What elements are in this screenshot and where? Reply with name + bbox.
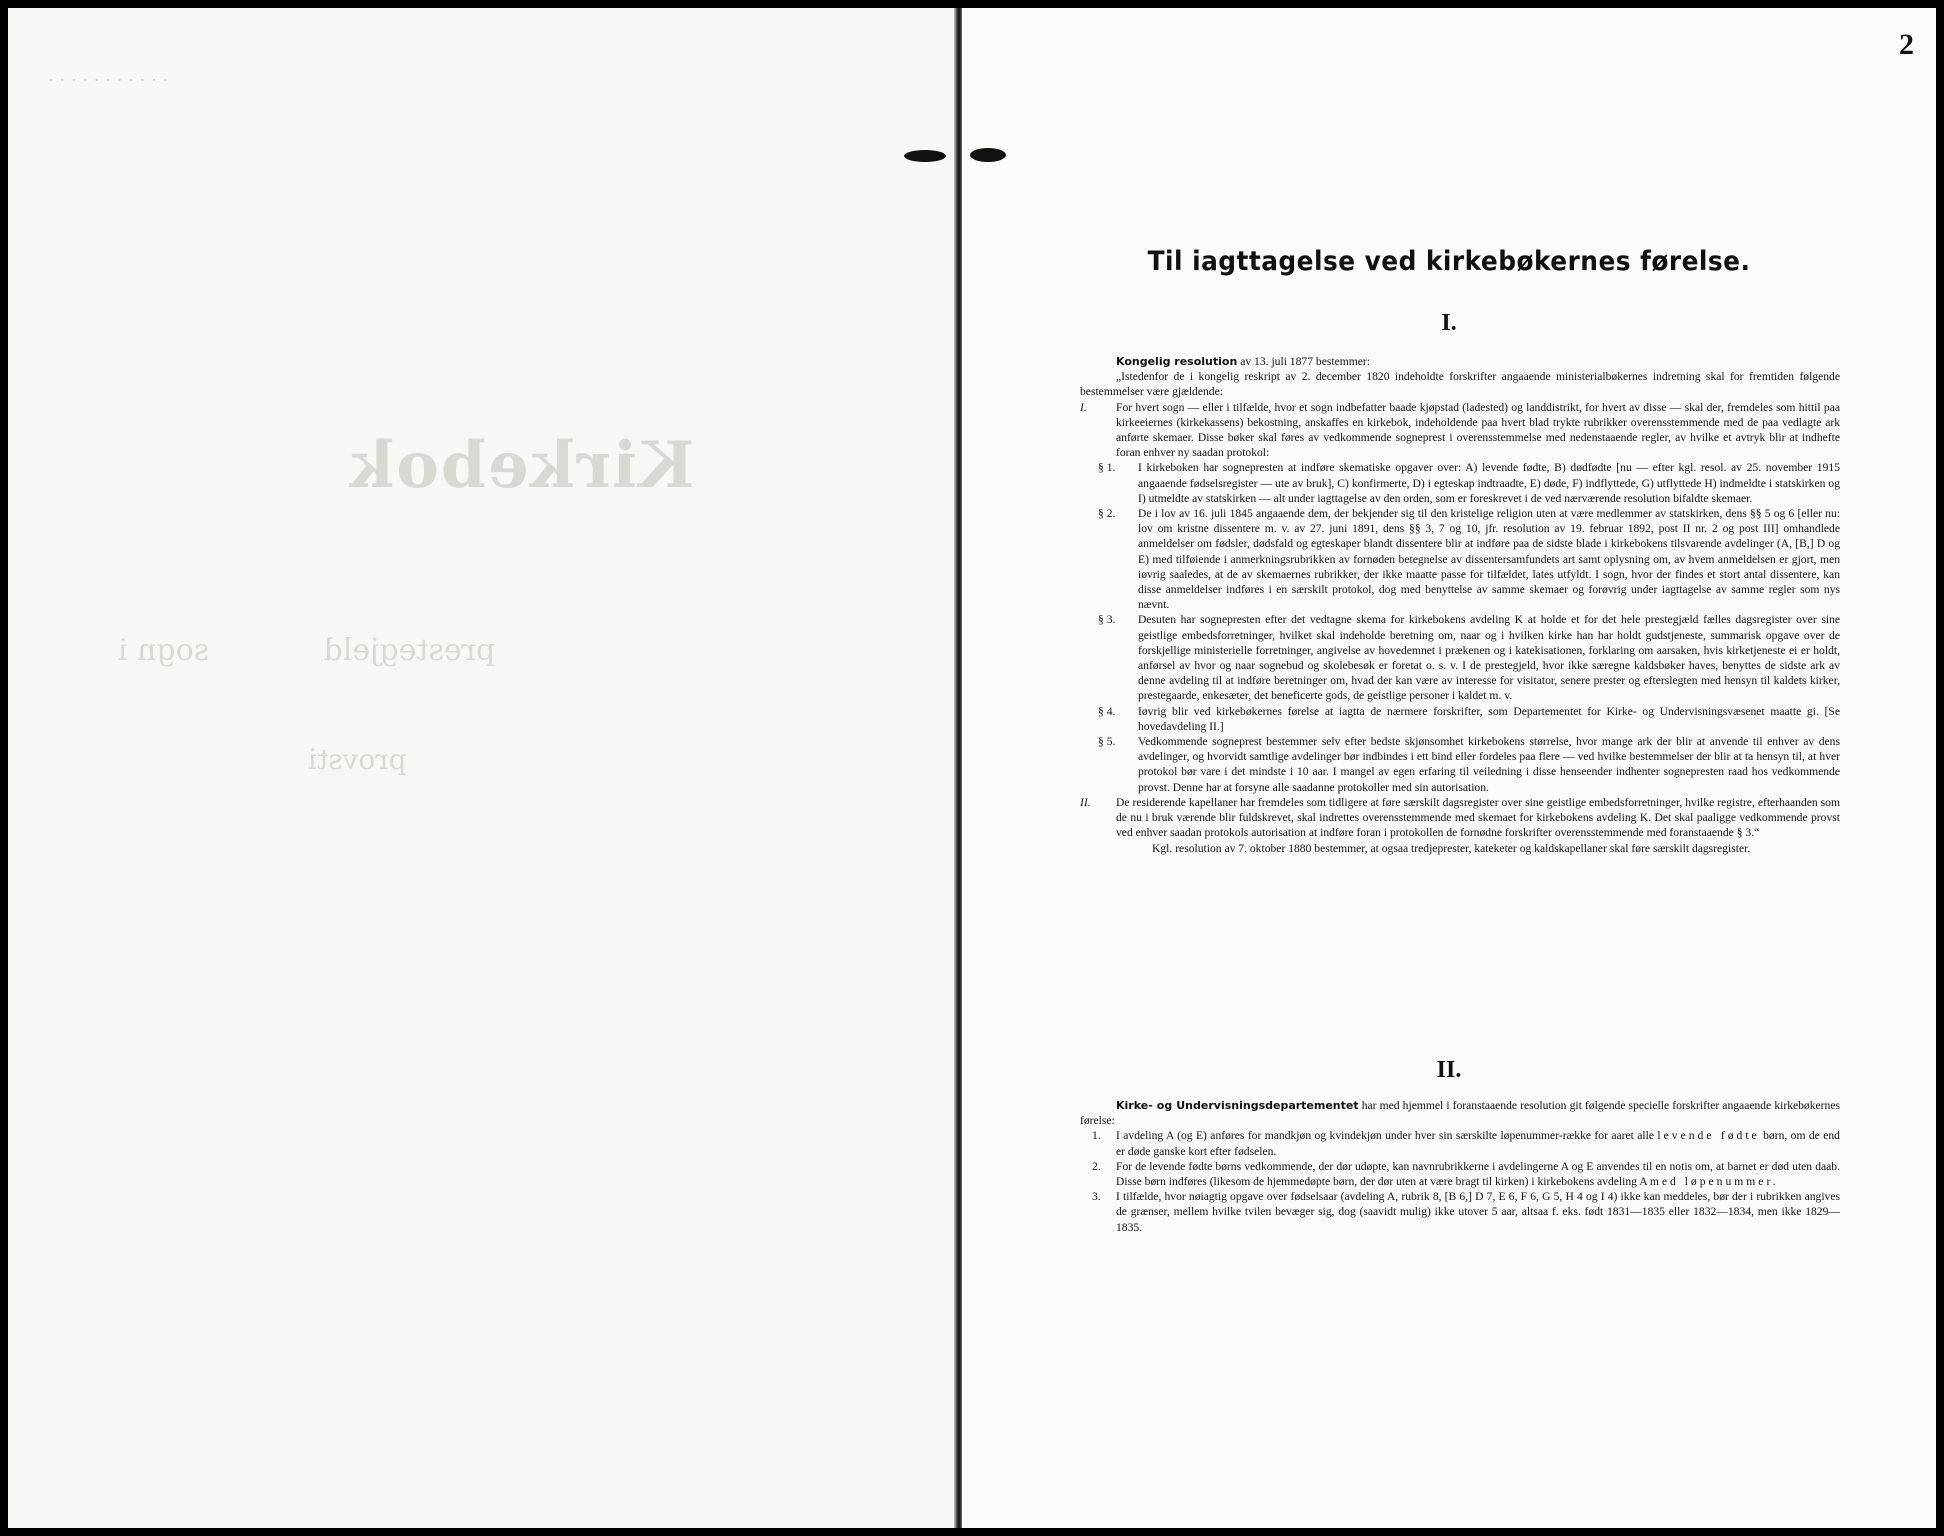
article-I: I. For hvert sogn — eller i tilfælde, hvor et sogn indbefatter baade kjøpstad (ladested) og landdistrikt, for hvert av disse — skal der, fremdeles som hittil paa kirkeeiernes (kirkekassens) bekostning, anskaffes en kirkebok, indeholdende paa hvert blad trykte rubrikker overensstemmende med de paa vedlagte ark anførte skemaer. Disse bøker skal føres av vedkommende sogneprest i overensstemmelse med nedenstaaende regler, av hvilke et avtryk blir at indhefte foran enhver ny saadan protokol: <box>1080 400 1840 460</box>
resolution-lead: Kongelig resolution av 13. juli 1877 bestemmer: <box>1116 355 1370 368</box>
document-title: Til iagttagelse ved kirkebøkernes førelse. <box>1147 246 1751 277</box>
paragraph-1: § 1. I kirkeboken har sognepresten at indføre skematiske opgaver over: A) levende fødte, B) dødfødte [nu — efter kgl. resol. av 25. november 1915 angaaende fødselsregister — ute av bruk], C) konfirmerte, D) i egteskap indtraadte, E) døde, F) indflyttede, G) utflyttede H) indmeldte i statskirken og I) utmeldte av statskirken — alt under iagttagelse av den orden, som er foreskrevet i de ved nærværende resolution bifaldte skemaer. <box>1098 461 1840 505</box>
resolution-1880: Kgl. resolution av 7. oktober 1880 bestemmer, at ogsaa tredjeprester, kateketer og kaldskapellaner skal føre særskilt dagsregister. <box>1152 841 1751 855</box>
article-II: II. De residerende kapellaner har fremdeles som tidligere at føre særskilt dagsregister over sine geistlige embedsforretninger, hvilke registre, efterhaanden som de nu i bruk værende blir fuldskrevet, skal indrettes overensstemmende med skemaet for kirkebokens avdeling K. Det skal paaligge vedkommende provst ved enhver saadan protokols autorisation at indføre foran i protokollen de fornødne forskrifter overensstemmende med foranstaaende § 3.“ <box>1080 795 1840 840</box>
show-through-line-1: prestegjeld sogn i <box>118 633 496 668</box>
section-2-body <box>1080 1098 1840 1235</box>
ink-blot-left <box>904 150 946 162</box>
show-through-line-2: provsti <box>308 743 407 776</box>
rule-2: 2. For de levende fødte børns vedkommende, der dør udøpte, kan navnrubrikkerne i avdelingerne A og E anvendes til en notis om, at barnet er død uten daab. Disse børn indføres (likesom de hjemmedøpte børn, der dør uten at være bragt til kirken) i kirkebokens avdeling A med løpenummer. <box>1092 1159 1840 1189</box>
paragraph-5: § 5. Vedkommende sogneprest bestemmer selv efter bedste skjønsomhet kirkebokens størrelse, hvor mange ark der blir at anvende til enhver av dens avdelinger, og hvorvidt samtlige avdelinger bør indbindes i ett bind eller fordeles paa flere — ved hvilke bestemmelser der blir at ta hensyn til, at hver protokol bør vare i det mindste i 10 aar. I mangel av egen erfaring til veiledning i disse henseender indhenter sognepresten raad hos vedkommende provst. Denne har at forsyne alle saadanne protokoller med sin autorisation. <box>1098 735 1840 794</box>
paragraph-2: § 2. De i lov av 16. juli 1845 angaaende dem, der bekjender sig til den kristelige religion uten at være medlemmer av statskirken, dens §§ 5 og 6 [eller nu: lov om kristne dissentere m. v. av 27. juni 1891, dens §§ 3, 7 og 10, jfr. resolution av 19. februar 1892, post II nr. 2 og post III] omhandlede anmeldelser om fødsler, dødsfald og egteskaper blandt dissentere blir at indføre paa de sidste blade i kirkebokens tilsvarende avdelinger (A, [B,] D og E) med tilføiende i anmerkningsrubrikken av fornøden betegnelse av dissentersamfundets art samt oplysning om, av hvem anmeldelsen er gjort, men iøvrig saaledes, at de av skemaernes rubrikker, der ikke maatte passe for tilfældet, lates utfyldt. I sogn, hvor der findes et stort antal dissentere, kan disse anmeldelser indføres i en særskilt protokol, dog med benyttelse av samme skemaer og forøvrig under iagttagelse av samme regler som nys nævnt. <box>1098 507 1840 612</box>
section-1-body <box>1080 354 1840 856</box>
resolution-intro: „Istedenfor de i kongelig reskript av 2. december 1820 indeholdte forskrifter angaaende ministerialbøkernes indretning skal for fremtiden følgende bestemmelser være gjældende: <box>1080 370 1840 399</box>
section-1-heading: I. <box>1441 310 1457 336</box>
show-through-header: · · · · · · · · · · · <box>48 70 169 91</box>
paragraph-3: § 3. Desuten har sognepresten efter det vedtagne skema for kirkebokens avdeling K at holde et for det hele prestegjæld fælles dagsregister over sine geistlige embedsforretninger, hvilket skal indeholde beretning om, naar og i hvilken kirke han har holdt gudstjeneste, summarisk opgave over de forskjellige ministerielle forretninger, angivelse av hovedemnet i prækenen og i katekisationen, forklaring om aarsaken, hvis kirketjeneste ei er holdt, anførsel av hvor og naar sognebud og skolebesøk er foretat o. s. v. I de prestegjeld, hvor ikke særegne kaldsbøker haves, benyttes de sidste ark av denne avdeling til at indføre beretninger om, hvad der kan være av interesse for visitator, senere prester og efterslegten med hensyn til kaldets kirker, prestegaarde, enkesæter, det beneficerte gods, de geistlige personer i kaldet m. v. <box>1098 613 1840 703</box>
show-through-title: Kirkebok <box>348 428 695 503</box>
rule-3: 3. I tilfælde, hvor nøiagtig opgave over fødselsaar (avdeling A, rubrik 8, [B 6,] D 7, E 6, F 6, G 5, H 4 og I 4) ikke kan meddeles, bør der i rubrikken angives de grænser, mellem hvilke tvilen bevæger sig, dog (saavidt mulig) ikke utover 5 aar, altsaa f. eks. født 1831—1835 eller 1832—1834, men ikke 1829—1835. <box>1092 1190 1840 1234</box>
section-2-heading: II. <box>1436 1057 1462 1083</box>
rule-1: 1. I avdeling A (og E) anføres for mandkjøn og kvindekjøn under hver sin særskilte løpenummer-række for aaret alle levende fødte børn, om de end er døde ganske kort efter fødselen. <box>1092 1129 1840 1158</box>
paragraph-4: § 4. Iøvrig blir ved kirkebøkernes førelse at iagtta de nærmere forskrifter, som Departementet for Kirke- og Undervisningsvæsenet maatte gi. [Se hovedavdeling II.] <box>1098 704 1840 733</box>
left-page <box>8 8 956 1528</box>
page-number: 2 <box>1899 28 1914 61</box>
department-lead: Kirke- og Undervisningsdepartementet har med hjemmel i foranstaaende resolution git følgende specielle forskrifter angaaende kirkebøkernes førelse: <box>1080 1099 1840 1128</box>
right-page <box>962 8 1936 1528</box>
ink-blot-right <box>970 148 1006 162</box>
